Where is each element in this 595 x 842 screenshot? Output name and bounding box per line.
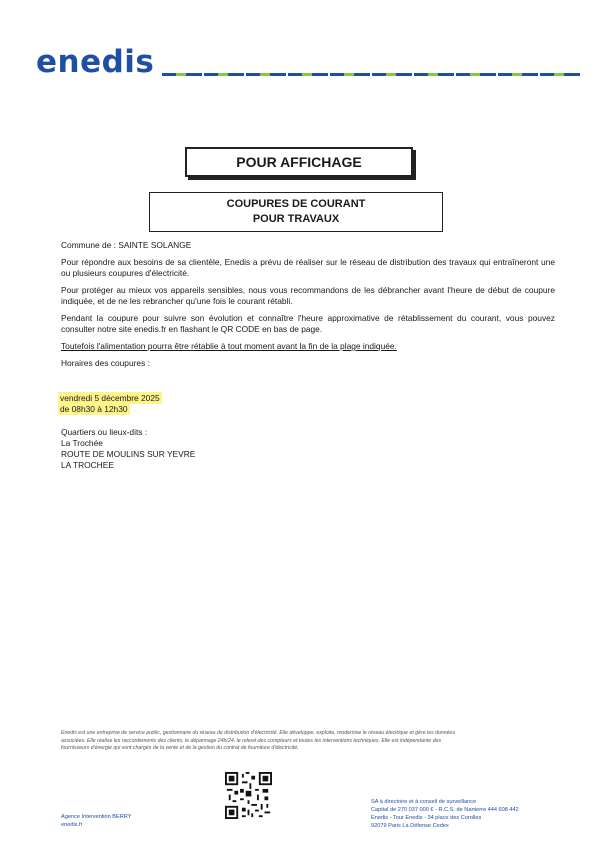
- outage-date: [61, 393, 555, 404]
- logo-divider: [162, 73, 581, 76]
- paragraph-protect: Pour protéger au mieux vos appareils sensibles, nous vous recommandons de les débrancher avant l'heure de début de coupure indiquée, et de ne les rebrancher qu'une fois le courant rétabli.: [61, 285, 555, 306]
- notice-title: POUR AFFICHAGE: [236, 154, 362, 170]
- outage-date-text: vendredi 5 décembre 2025: [60, 393, 160, 403]
- horaires-label: Horaires des coupures :: [61, 358, 150, 368]
- location-item: ROUTE DE MOULINS SUR YEVRE: [61, 449, 196, 459]
- outage-time-text: de 08h30 à 12h30: [60, 404, 128, 414]
- agency-name: Agence Intervention BERRY: [61, 814, 132, 820]
- notice-subtitle-box: [149, 192, 443, 232]
- paragraph-follow: Pendant la coupure pour suivre son évolution et connaître l'heure approximative de rétablissement du courant, vous pouvez consulter notre site enedis.fr en flashant le QR CODE en bas de page.: [61, 313, 555, 334]
- notice-body: [61, 240, 555, 471]
- enedis-logo: enedis: [36, 44, 155, 80]
- legal-line: fournisseurs d'énergie qui sont chargés de la vente et de la gestion du contrat de fourniture d'électricité.: [61, 745, 299, 751]
- location-item: LA TROCHEE: [61, 460, 114, 470]
- legal-line: Enedis est une entreprise de service public, gestionnaire du réseau de distribution d'électricité. Elle développe, exploite, modernise le réseau électrique et gère les données: [61, 730, 456, 736]
- outage-time: [61, 404, 555, 415]
- notice-subtitle-line1: COUPURES DE COURANT: [226, 198, 366, 210]
- notice-title-box: [185, 147, 413, 177]
- notice-subtitle-line2: POUR TRAVAUX: [252, 213, 340, 225]
- company-line: SA à directoire et à conseil de surveillance: [371, 799, 477, 805]
- paragraph-warning: Toutefois l'alimentation pourra être rétablie à tout moment avant la fin de la plage indiquée.: [61, 341, 397, 351]
- company-line: 92079 Paris La Défense Cedex: [371, 823, 449, 829]
- company-line: Capital de 270 037 000 € - R.C.S. de Nanterre 444 608 442: [371, 807, 519, 813]
- agency-website-link[interactable]: enedis.fr: [61, 822, 83, 828]
- commune-line: Commune de : SAINTE SOLANGE: [61, 240, 192, 250]
- qr-code-icon[interactable]: [225, 772, 272, 819]
- company-info: [371, 798, 581, 830]
- company-line: Enedis - Tour Enedis - 34 place des Corolles: [371, 815, 482, 821]
- location-item: La Trochée: [61, 438, 103, 448]
- agency-info: [61, 813, 131, 829]
- quartiers-label: Quartiers ou lieux-dits :: [61, 427, 148, 437]
- legal-line: associées. Elle réalise les raccordements des clients, le dépannage 24h/24, le relevé des compteurs et toutes les interventions techniques. Elle est indépendante des: [61, 737, 442, 744]
- paragraph-intro: Pour répondre aux besoins de sa clientèle, Enedis a prévu de réaliser sur le réseau de distribution des travaux qui entraîneront une ou plusieurs coupures d'électricité.: [61, 257, 555, 278]
- legal-notice: [61, 730, 576, 753]
